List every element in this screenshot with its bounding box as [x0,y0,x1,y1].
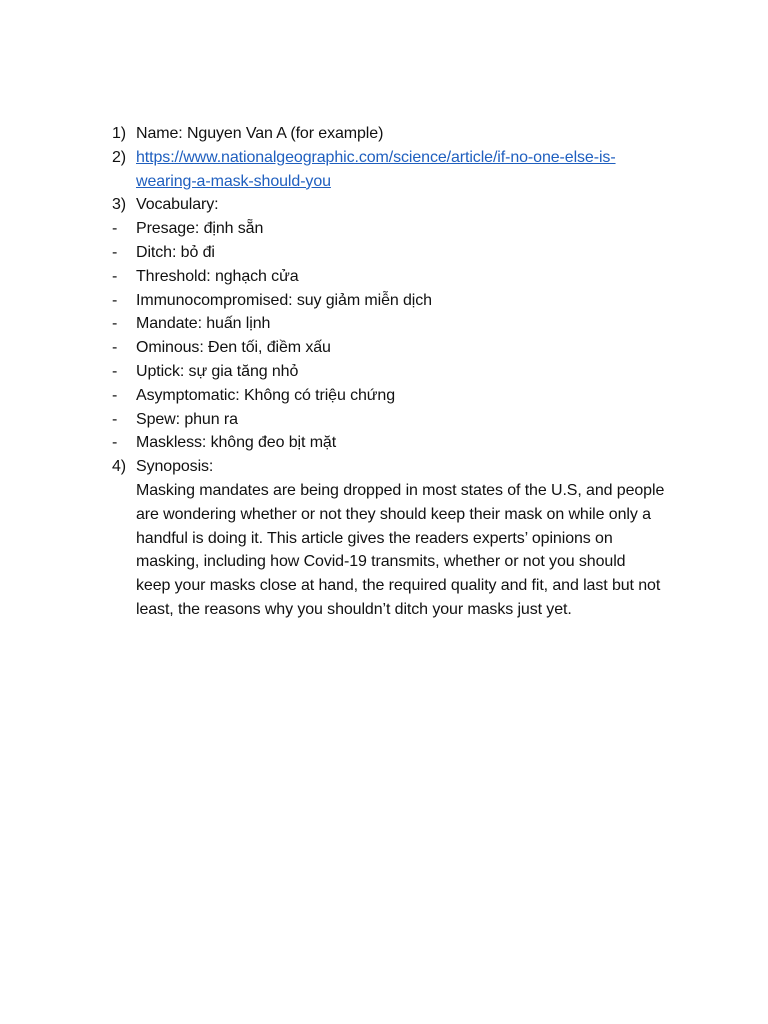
vocab-text: Ominous: Đen tối, điềm xấu [136,339,331,357]
vocab-item [112,312,682,336]
synopsis-paragraph [112,479,682,622]
list-item-synopsis [112,455,682,479]
vocabulary-heading: Vocabulary: [136,196,219,214]
dash-bullet: - [112,315,118,333]
list-item-vocabulary [112,193,682,217]
vocab-text: Immunocompromised: suy giảm miễn dịch [136,291,432,309]
vocab-text: Spew: phun ra [136,410,238,428]
article-link[interactable] [136,149,616,190]
name-text: Name: Nguyen Van A (for example) [136,125,384,142]
article-link-line-1[interactable]: https://www.nationalgeographic.com/science/article/if-no-one-else-is- [136,148,616,166]
dash-bullet: - [112,243,118,261]
synopsis-line: are wondering whether or not they should keep their mask on while only a [136,505,651,523]
synopsis-line: keep your masks close at hand, the required quality and fit, and last but not [136,577,661,595]
list-number: 2) [112,148,127,166]
vocab-item [112,217,682,241]
vocab-text: Threshold: nghạch cửa [136,267,299,285]
synopsis-line: Masking mandates are being dropped in most states of the U.S, and people [136,481,665,499]
vocab-item [112,289,682,313]
vocab-item [112,265,682,289]
dash-bullet: - [112,339,118,357]
vocab-text: Maskless: không đeo bịt mặt [136,434,337,452]
vocab-item [112,408,682,432]
synopsis-line: handful is doing it. This article gives the readers experts’ opinions on [136,529,613,547]
vocab-text: Asymptomatic: Không có triệu chứng [136,386,395,404]
list-number: 3) [112,196,127,214]
article-link-line-2[interactable]: wearing-a-mask-should-you [136,172,331,190]
document-body [112,122,682,622]
vocab-text: Presage: định sẵn [136,220,264,238]
synopsis-line: masking, including how Covid-19 transmits, whether or not you should [136,553,626,571]
dash-bullet: - [112,362,118,380]
synopsis-heading: Synoposis: [136,458,214,476]
dash-bullet: - [112,267,118,285]
vocab-item [112,241,682,265]
list-number: 1) [112,125,127,142]
vocab-item [112,360,682,384]
dash-bullet: - [112,434,118,452]
dash-bullet: - [112,220,118,238]
synopsis-line: least, the reasons why you shouldn’t ditch your masks just yet. [136,600,572,618]
dash-bullet: - [112,386,118,404]
vocab-item [112,384,682,408]
dash-bullet: - [112,410,118,428]
vocab-text: Ditch: bỏ đi [136,243,215,261]
dash-bullet: - [112,291,118,309]
vocab-text: Uptick: sự gia tăng nhỏ [136,362,299,380]
list-number: 4) [112,458,127,476]
list-item-name [112,122,682,146]
list-item-link [112,146,682,194]
vocab-item [112,336,682,360]
vocab-text: Mandate: huấn lịnh [136,315,271,333]
vocab-item [112,431,682,455]
